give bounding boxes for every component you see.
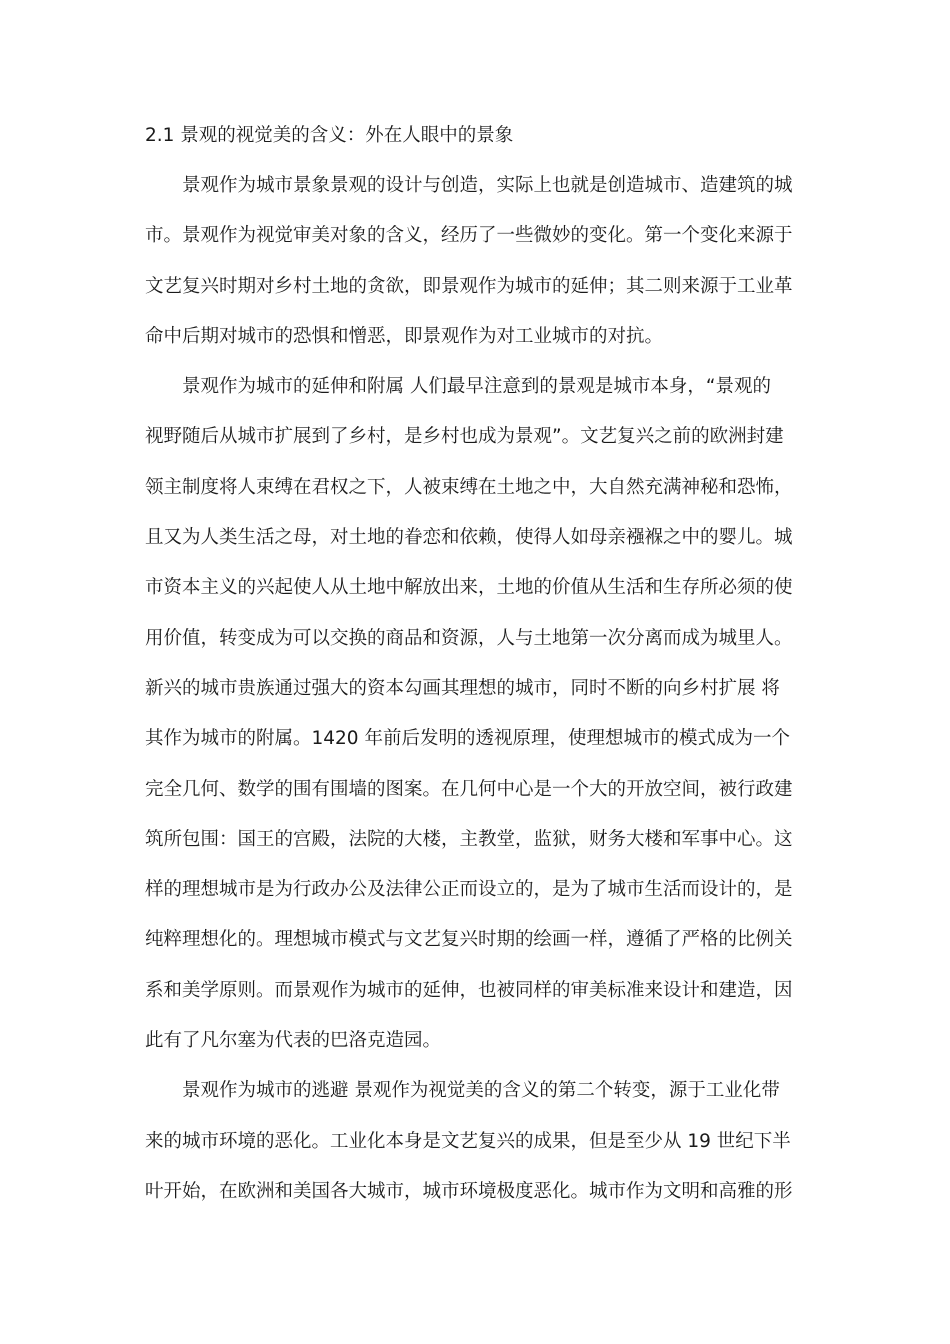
text-line: 纯粹理想化的。理想城市模式与文艺复兴时期的绘画一样，遵循了严格的比例关: [145, 929, 793, 951]
text-line: 领主制度将人束缚在君权之下，人被束缚在土地之中，大自然充满神秘和恐怖，: [145, 476, 793, 498]
text-line: 用价值，转变成为可以交换的商品和资源，人与土地第一次分离而成为城里人。: [145, 627, 793, 649]
paragraph-3: [145, 1066, 810, 1217]
paragraph-2: [145, 362, 810, 1066]
section-heading: 2.1 景观的视觉美的含义：外在人眼中的景象: [145, 125, 514, 146]
text-line: 此有了凡尔塞为代表的巴洛克造园。: [145, 1030, 442, 1052]
text-line: 文艺复兴时期对乡村土地的贪欲，即景观作为城市的延伸；其二则来源于工业革: [145, 275, 793, 297]
text-line: 样的理想城市是为行政办公及法律公正而设立的，是为了城市生活而设计的，是: [145, 879, 793, 901]
text-line: 其作为城市的附属。1420 年前后发明的透视原理，使理想城市的模式成为一个: [145, 728, 790, 750]
text-line: 市。景观作为视觉审美对象的含义，经历了一些微妙的变化。第一个变化来源于: [145, 225, 793, 247]
text-line: 市资本主义的兴起使人从土地中解放出来，土地的价值从生活和生存所必须的使: [145, 577, 793, 599]
text-line: 新兴的城市贵族通过强大的资本勾画其理想的城市，同时不断的向乡村扩展 将: [145, 677, 780, 699]
text-line: 景观作为城市景象景观的设计与创造，实际上也就是创造城市、造建筑的城: [182, 175, 793, 196]
text-line: 完全几何、数学的围有围墙的图案。在几何中心是一个大的开放空间，被行政建: [145, 778, 793, 800]
text-line: 命中后期对城市的恐惧和憎恶，即景观作为对工业城市的对抗。: [145, 325, 664, 347]
text-line: 叶开始，在欧洲和美国各大城市，城市环境极度恶化。城市作为文明和高雅的形: [145, 1180, 793, 1202]
text-line: 且又为人类生活之母，对土地的眷恋和依赖，使得人如母亲襁褓之中的婴儿。城: [145, 527, 793, 549]
text-line: 景观作为城市的逃避 景观作为视觉美的含义的第二个转变，源于工业化带: [182, 1080, 780, 1102]
text-line: 景观作为城市的延伸和附属 人们最早注意到的景观是城市本身，“景观的: [182, 376, 771, 398]
text-line: 视野随后从城市扩展到了乡村，是乡村也成为景观”。文艺复兴之前的欧洲封建: [145, 426, 784, 448]
paragraph-1: [145, 161, 810, 362]
text-line: 来的城市环境的恶化。工业化本身是文艺复兴的成果，但是至少从 19 世纪下半: [145, 1130, 791, 1152]
text-line: 筑所包围：国王的宫殿，法院的大楼，主教堂，监狱，财务大楼和军事中心。这: [145, 828, 793, 850]
text-line: 系和美学原则。而景观作为城市的延伸，也被同样的审美标准来设计和建造，因: [145, 979, 793, 1001]
document-body: [145, 116, 810, 1217]
